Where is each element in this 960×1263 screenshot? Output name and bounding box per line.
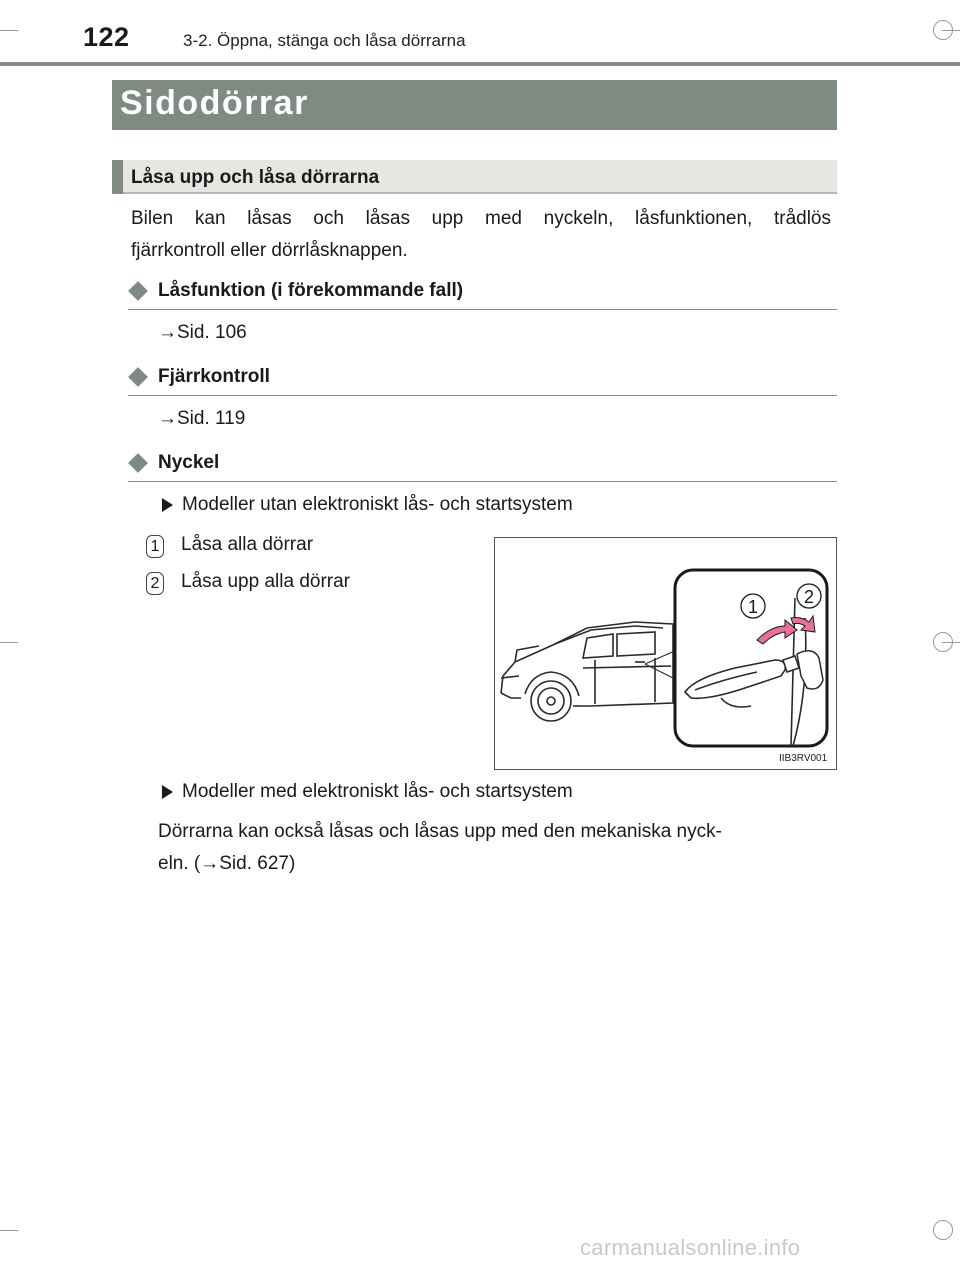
callout-number-1: 1 [747, 597, 759, 617]
item-heading-nyckel: Nyckel [158, 452, 220, 473]
diamond-bullet-icon [128, 367, 148, 387]
triangle-bullet-icon [162, 498, 173, 512]
step-text: Låsa upp alla dörrar [181, 571, 350, 592]
subsection-accent-bar [112, 160, 123, 194]
page-reference-link[interactable]: →Sid. 119 [158, 408, 246, 429]
crop-mark [0, 642, 18, 643]
callout-number-2: 2 [803, 587, 815, 607]
step-number-badge: 1 [146, 535, 164, 558]
crop-mark [0, 30, 18, 31]
models-without-system: Modeller utan elektroniskt lås- och startsystem [182, 494, 573, 515]
page-reference-link[interactable]: →Sid. 106 [158, 322, 247, 343]
key-lock-illustration [494, 537, 837, 770]
item-heading-fjarrkontroll: Fjärrkontroll [158, 366, 270, 387]
item-rule [128, 481, 837, 482]
item-rule [128, 395, 837, 396]
figure-code: IIB3RV001 [779, 753, 828, 764]
crop-mark [0, 1230, 18, 1231]
triangle-bullet-icon [162, 785, 173, 799]
registration-mark-icon [933, 1220, 953, 1240]
mechanical-key-note-line-2[interactable]: eln. (→Sid. 627) [158, 853, 296, 874]
diamond-bullet-icon [128, 281, 148, 301]
intro-line-2: fjärrkontroll eller dörrlåsknappen. [131, 240, 408, 261]
models-with-system: Modeller med elektroniskt lås- och startsystem [182, 781, 573, 802]
registration-mark-icon [933, 20, 953, 40]
subsection-title: Låsa upp och låsa dörrarna [131, 167, 380, 188]
step-text: Låsa alla dörrar [181, 534, 314, 555]
registration-mark-icon [933, 632, 953, 652]
car-door-key-drawing [495, 538, 836, 769]
intro-line-1: Bilen kan låsas och låsas upp med nyckeln, låsfunktionen, trådlös [131, 208, 831, 229]
item-heading-lasfunktion: Låsfunktion (i förekommande fall) [158, 280, 464, 301]
page-number: 122 [83, 22, 130, 52]
running-title: 3-2. Öppna, stänga och låsa dörrarna [183, 31, 466, 50]
section-title: Sidodörrar [120, 84, 309, 122]
mechanical-key-note-line-1: Dörrarna kan också låsas och låsas upp med den mekaniska nyck- [158, 821, 722, 842]
item-rule [128, 309, 837, 310]
header-rule [0, 62, 960, 66]
watermark: carmanualsonline.info [580, 1235, 801, 1260]
diamond-bullet-icon [128, 453, 148, 473]
step-number-badge: 2 [146, 572, 164, 595]
